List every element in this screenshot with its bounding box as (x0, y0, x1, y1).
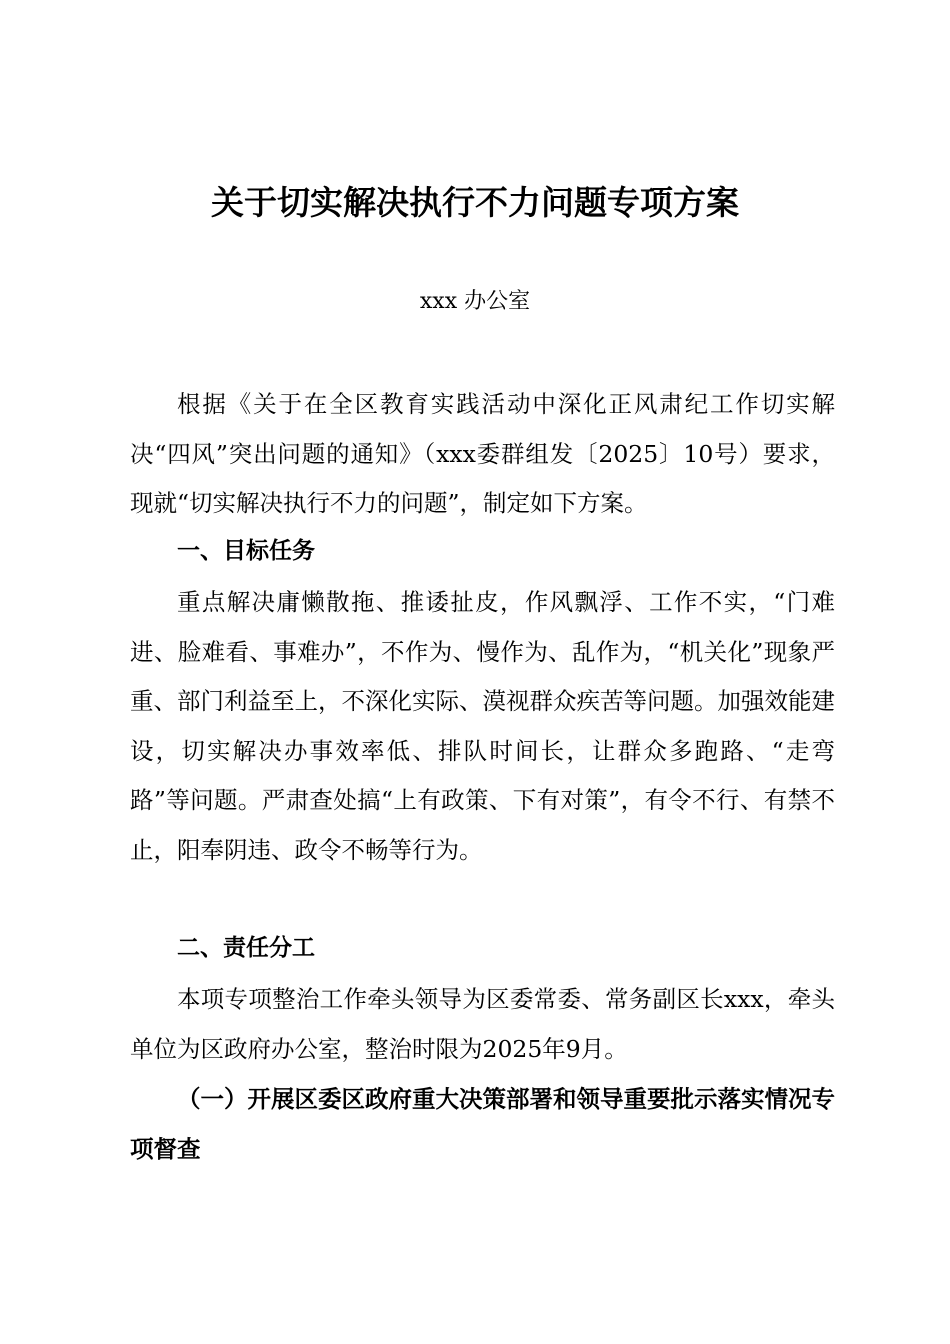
intro-paragraph: 根据《关于在全区教育实践活动中深化正风肃纪工作切实解决“四风”突出问题的通知》（xxx委群组发〔2025〕10号）要求，现就“切实解决执行不力的问题”，制定如下方案。 (130, 390, 835, 517)
document-title: 关于切实解决执行不力问题专项方案 (211, 183, 739, 222)
section-paragraph-responsibilities: 本项专项整治工作牵头领导为区委常委、常务副区长xxx，牵头单位为区政府办公室，整治时限为2025年9月。 (130, 985, 835, 1063)
section-paragraph-goals: 重点解决庸懒散拖、推诿扯皮，作风飘浮、工作不实，“门难进、脸难看、事难办”，不作为、慢作为、乱作为，“机关化”现象严重、部门利益至上，不深化实际、漠视群众疾苦等问题。加强效能建设，切实解决办事效率低、排队时间长，让群众多跑路、“走弯路”等问题。严肃查处搞“上有政策、下有对策”，有令不行、有禁不止，阳奉阴违、政令不畅等行为。 (130, 588, 835, 864)
section-heading-goals: 一、目标任务 (177, 538, 315, 564)
section-heading-responsibilities: 二、责任分工 (177, 935, 315, 961)
document-issuer: xxx 办公室 (419, 289, 531, 314)
subsection-heading: （一）开展区委区政府重大决策部署和领导重要批示落实情况专项督查 (130, 1085, 835, 1163)
